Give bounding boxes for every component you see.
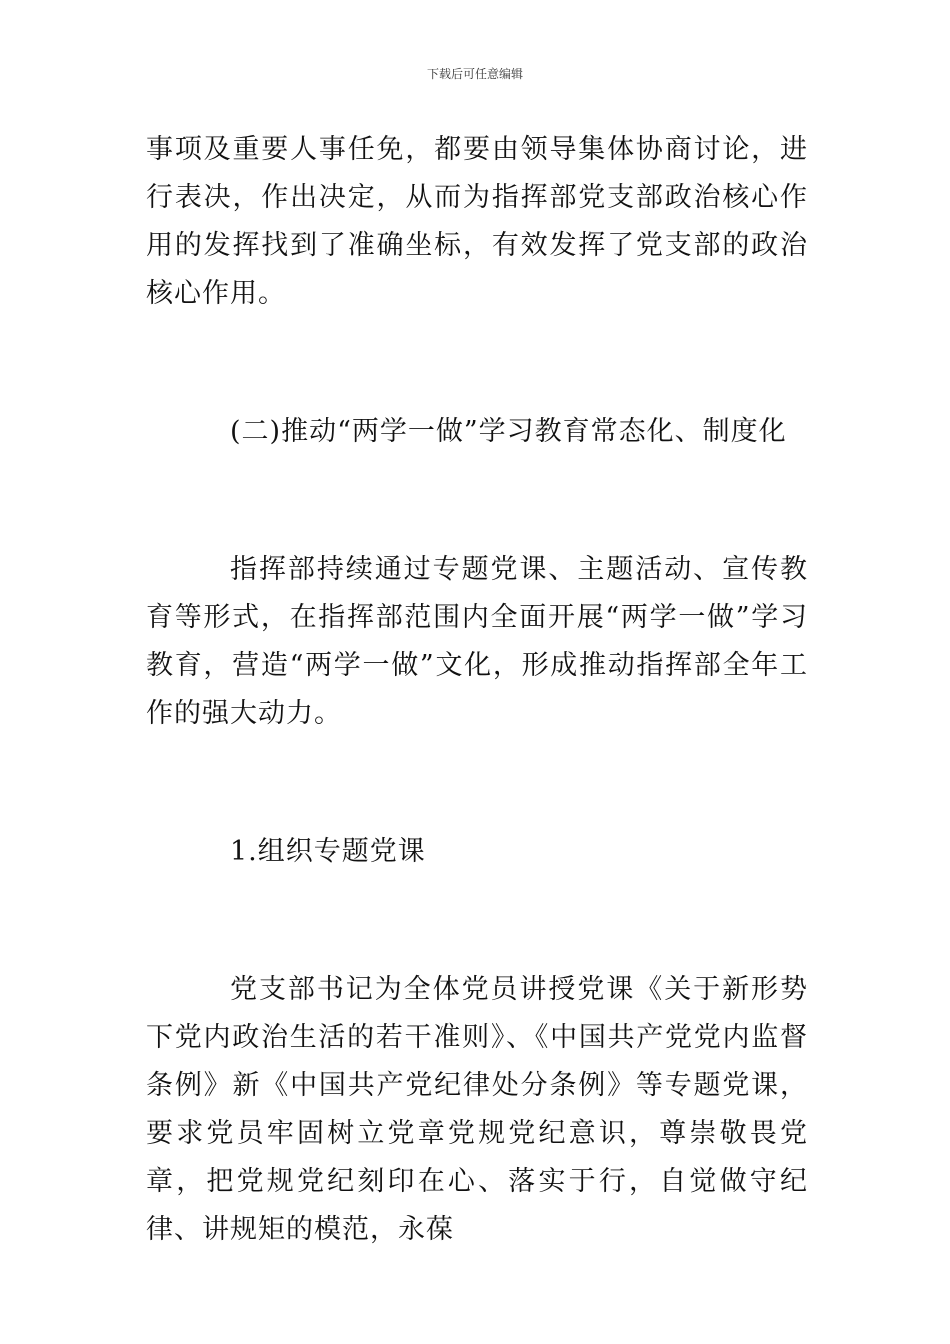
section-heading-two: (二)推动“两学一做”学习教育常态化、制度化 — [230, 416, 787, 447]
page-header-note: 下载后可任意编辑 — [426, 67, 523, 81]
paragraph-continued: 事项及重要人事任免，都要由领导集体协商讨论，进行表决，作出决定，从而为指挥部党支部政治核心作用的发挥找到了准确坐标，有效发挥了党支部的政治核心作用。 — [146, 134, 808, 309]
spacer — [146, 456, 808, 546]
spacer — [146, 738, 808, 828]
spacer — [146, 318, 808, 408]
subsection-heading-one: 1.组织专题党课 — [230, 836, 426, 867]
paragraph-study-education: 指挥部持续通过专题党课、主题活动、宣传教育等形式，在指挥部范围内全面开展“两学一做”学习教育，营造“两学一做”文化，形成推动指挥部全年工作的强大动力。 — [146, 554, 808, 729]
document-body — [146, 126, 808, 1254]
paragraph-party-lecture: 党支部书记为全体党员讲授党课《关于新形势下党内政治生活的若干准则》、《中国共产党党内监督条例》新《中国共产党纪律处分条例》等专题党课，要求党员牢固树立党章党规党纪意识，尊崇敬畏党章，把党规党纪刻印在心、落实于行，自觉做守纪律、讲规矩的模范，永葆 — [146, 974, 808, 1245]
spacer — [146, 876, 808, 966]
